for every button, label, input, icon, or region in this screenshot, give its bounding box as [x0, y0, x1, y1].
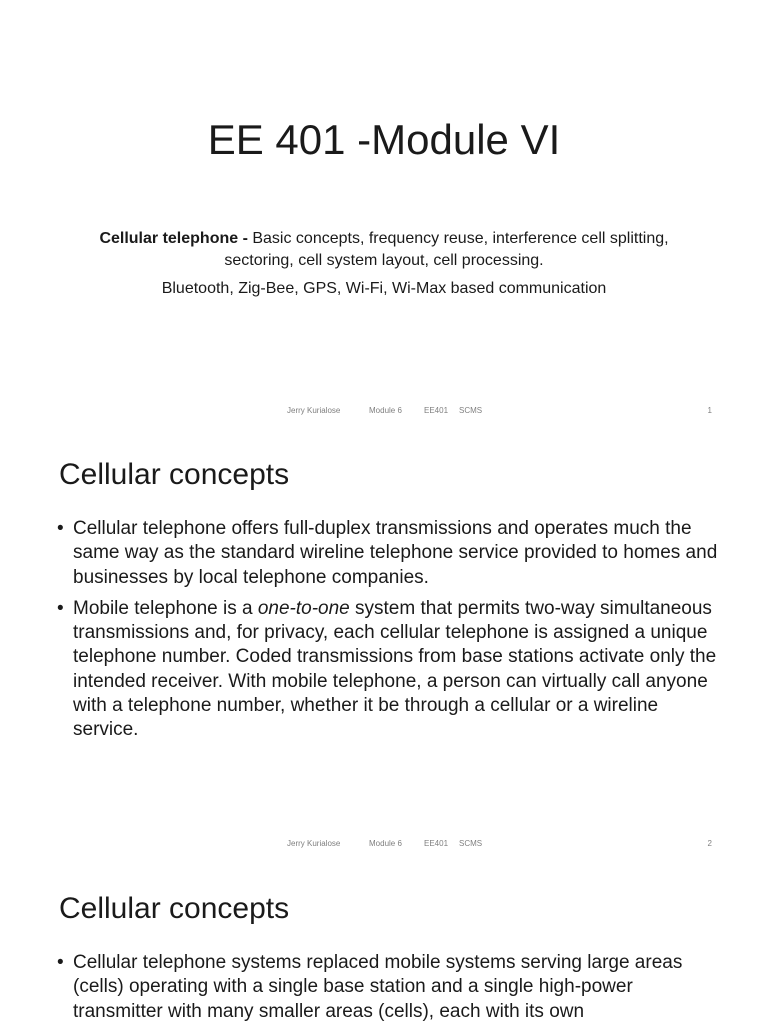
- footer-author: Jerry Kurialose: [287, 839, 341, 848]
- title-slide: [0, 0, 768, 432]
- slide-heading: Cellular concepts: [59, 892, 290, 925]
- bullet-text: Cellular telephone offers full-duplex transmissions and operates much the same way as the standard wireline telephone service provided to homes and businesses by local telephone companies.: [73, 518, 718, 588]
- subtitle-bold-lead: Cellular telephone -: [99, 230, 248, 247]
- bullet-icon: •: [57, 597, 64, 619]
- slide-footer: [0, 406, 768, 418]
- bullet-text: Cellular telephone systems replaced mobile systems serving large areas (cells) operating with a single base station and a single high-power transmitter with many smaller areas (cells), each with its own: [73, 952, 683, 1022]
- bullet-icon: •: [57, 952, 64, 973]
- bullet-item: [57, 597, 721, 743]
- footer-course: EE401: [424, 839, 449, 848]
- slide-subtitle: [84, 228, 684, 272]
- bullet-text-end: system that permits two-way simultaneous transmissions and, for privacy, each cellular telephone is assigned a unique telephone number. Coded transmissions from base stations activate only the intended receiver. With mobile telephone, a person can virtually call anyone with a telephone number, whether it be through a cellular or a wireline service.: [73, 597, 717, 741]
- slide-subtitle-line2: Bluetooth, Zig-Bee, GPS, Wi-Fi, Wi-Max based communication: [161, 280, 607, 297]
- content-slide: [0, 864, 768, 1024]
- footer-module: Module 6: [369, 406, 402, 415]
- bullet-item: [57, 517, 721, 590]
- bullet-text-emphasis: one-to-one: [257, 597, 350, 619]
- bullet-list: [57, 951, 721, 1031]
- content-slide: [0, 432, 768, 864]
- footer-org: SCMS: [459, 406, 483, 415]
- footer-page-number: 2: [707, 839, 712, 848]
- subtitle-topics: Basic concepts, frequency reuse, interference cell splitting, sectoring, cell system layout, cell processing.: [224, 230, 669, 269]
- bullet-list: [57, 517, 721, 750]
- footer-module: Module 6: [369, 839, 402, 848]
- footer-author: Jerry Kurialose: [287, 406, 341, 415]
- bullet-item: [57, 951, 721, 1024]
- bullet-text-start: Mobile telephone is a: [73, 597, 258, 619]
- footer-page-number: 1: [707, 406, 712, 415]
- footer-course: EE401: [424, 406, 449, 415]
- slide-heading: Cellular concepts: [59, 458, 290, 491]
- slide-footer: [0, 839, 768, 851]
- slide-title: EE 401 -Module VI: [207, 116, 561, 163]
- footer-org: SCMS: [459, 839, 483, 848]
- bullet-icon: •: [57, 518, 64, 539]
